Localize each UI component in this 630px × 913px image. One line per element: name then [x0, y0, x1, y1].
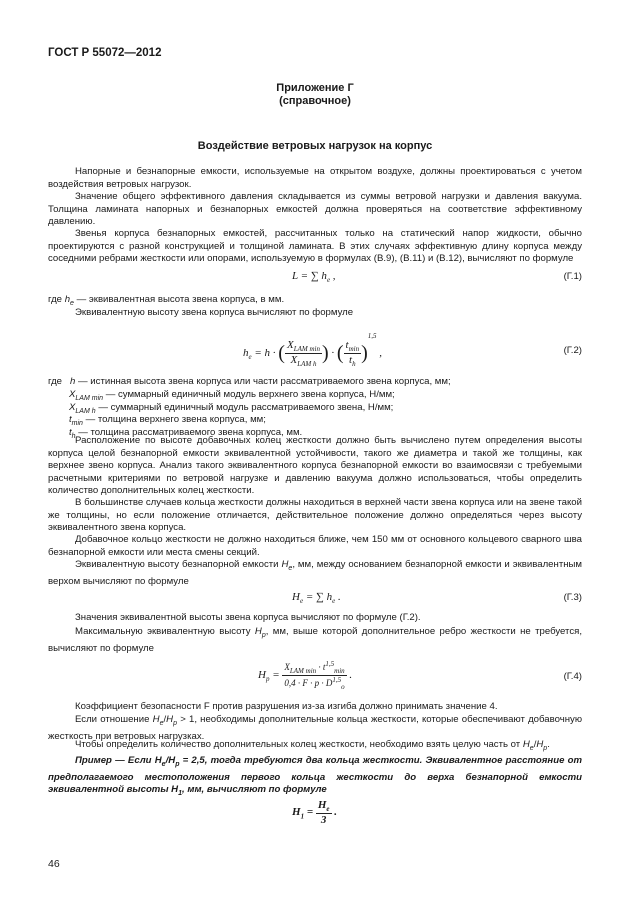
paragraph: Значения эквивалентной высоты звена корпуса вычисляют по формуле (Г.2). — [75, 612, 421, 623]
section-title: Воздействие ветровых нагрузок на корпус — [197, 140, 433, 152]
formula-g1: L = ∑ $h_e$ , — [292, 270, 336, 285]
definition-he: где $h_e$ — эквивалентная высота звена корпуса, в мм. — [48, 294, 285, 307]
paragraph: Напорные и безнапорные емкости, используемые на открытом воздухе, должны проектироваться с учетом воздействия ветровых нагрузок. — [48, 166, 582, 190]
definition-h: где h — истинная высота звена корпуса или части рассматриваемого звена корпуса, мм; — [48, 376, 451, 387]
equation-number: (Г.4) — [563, 671, 582, 682]
paragraph: Звенья корпуса безнапорных емкостей, рассчитанных только на статический напор жидкости, обычно проектируются с разной конструкцией и толщиной ламината. В этих случаях эффективную длину корпуса между соседними ребрами жесткости или опорами, используемую в формулах (В.9), (В.11) и (В.12), вычисляют по формуле — [48, 228, 582, 265]
example-paragraph: Пример — Если $H_e/H_p = 2,5$, тогда требуются два кольца жесткости. Эквивалентное расстояние от предполагаемого местоположения первого кольца жесткости до верха безнапорной емкости эквивалентной высоты $H_1$, мм, вычисляют по формуле — [48, 755, 582, 797]
paragraph: Эквивалентную высоту звена корпуса вычисляют по формуле — [75, 307, 354, 318]
formula-g3: $H_e$ = ∑ $h_e$ . — [292, 591, 341, 606]
formula-h1: $H_1$ = $\frac{H_e}{3}$ . — [292, 799, 338, 827]
document-header: ГОСТ Р 55072—2012 — [48, 47, 162, 59]
paragraph: Максимальную эквивалентную высоту $H_p$, мм, выше которой дополнительное ребро жесткости не требуется, вычисляют по формуле — [48, 626, 583, 654]
page-number: 46 — [48, 858, 60, 870]
definition-th: $t_h$ — толщина рассматриваемого звена корпуса, мм. — [69, 427, 303, 440]
equation-number: (Г.1) — [563, 271, 582, 282]
formula-g4: $H_p$ = $\frac{X_{LAM min} \cdot t^{1,5}_{min}}{0,4 \cdot F \cdot p \cdot D^{1,5}_o}$ . — [258, 660, 353, 691]
appendix-subtitle: (справочное) — [279, 95, 351, 107]
paragraph: Коэффициент безопасности F против разрушения из-за изгиба должно принимать значение 4. — [75, 701, 498, 712]
paragraph: Чтобы определить количество дополнительных колец жесткости, необходимо взять целую часть от $H_e/H_p$. — [75, 739, 550, 752]
paragraph: Если отношение $H_e/H_p > 1$, необходимы дополнительные кольца жесткости, которые обеспечивают добавочную жесткость при ветровых нагрузках. — [48, 714, 583, 742]
equation-number: (Г.3) — [563, 592, 582, 603]
equation-number: (Г.2) — [563, 345, 582, 356]
paragraph: Добавочное кольцо жесткости не должно находиться ближе, чем 150 мм от основного кольцевого сварного шва безнапорной емкости или места смены секций. — [48, 534, 582, 558]
appendix-title: Приложение Г — [276, 82, 354, 94]
formula-g2: $h_e = h$ · ( $\frac{X_{LAM min}}{X_{LAM h}}$ ) · ( $\frac{t_{min}}{t_h}$ )$^{1,5}$ , — [243, 332, 383, 369]
paragraph: В большинстве случаев кольца жесткости должны находиться в верхней части звена корпуса или на звене такой же толщины, но если положение отличается, действительное положение должно определяться через высоту эквивалентного звена корпуса. — [48, 497, 582, 534]
definition-xlam-h: $X_{LAM h}$ — суммарный единичный модуль рассматриваемого звена, Н/мм; — [69, 402, 394, 415]
definition-tmin: $t_{min}$ — толщина верхнего звена корпуса, мм; — [69, 414, 266, 427]
paragraph: Расположение по высоте добавочных колец жесткости должно быть вычислено путем определения высоты корпуса целой безнапорной емкости эквивалентной устойчивости, такого же диаметра и такой же толщины, как верхнее звено корпуса. Анализ такого эквивалентного корпуса безнапорной емкости во взаимосвязи с требуемыми расчетными критериями по ветровой нагрузке и давлению вакуума должно использоваться, чтобы определить количество дополнительных колец жесткости. — [48, 435, 582, 497]
paragraph: Эквивалентную высоту безнапорной емкости $H_e$, мм, между основанием безнапорной емкости и эквивалентным верхом вычисляют по формуле — [48, 559, 582, 587]
paragraph: Значение общего эффективного давления складывается из суммы ветровой нагрузки и давления вакуума. Толщина ламината напорных и безнапорных емкостей должна проверяться на соответствие эффективному давлению. — [48, 191, 582, 228]
definition-xlam-min: $X_{LAM min}$ — суммарный единичный модуль верхнего звена корпуса, Н/мм; — [69, 389, 395, 402]
